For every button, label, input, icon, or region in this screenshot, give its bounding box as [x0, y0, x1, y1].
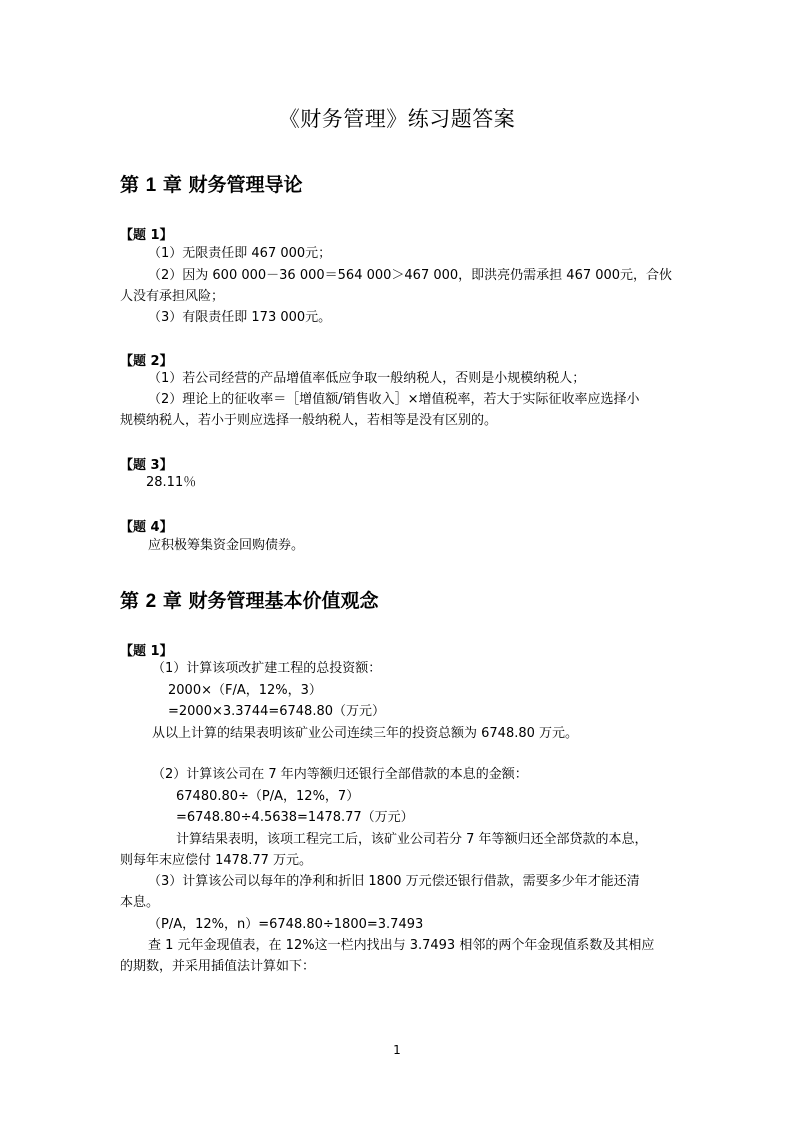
- ch1-q3-line-1: 28.11％: [146, 475, 197, 490]
- chapter-1-title: 章 财务管理导论: [162, 174, 303, 196]
- ch2-q1-line-7: =6748.80÷4.5638=1478.77（万元）: [176, 810, 414, 825]
- ch1-q2-line-3: 规模纳税人，若小于则应选择一般纳税人，若相等是没有区别的。: [120, 413, 498, 428]
- chapter-1-heading: [120, 170, 302, 197]
- ch2-q1-line-10: （3）计算该公司以每年的净利和折旧 1800 万元偿还银行借款，需要多少年才能还清: [148, 874, 640, 889]
- ch1-q2-label: 【题 2】: [120, 354, 173, 369]
- page-number: 1: [393, 1043, 401, 1057]
- chapter-2-prefix: 第: [120, 590, 140, 612]
- ch1-q4-line-1: 应积极筹集资金回购债券。: [148, 538, 305, 553]
- ch1-q1-line-3: 人没有承担风险；: [120, 289, 225, 304]
- ch2-q1-line-3: =2000×3.3744=6748.80（万元）: [168, 704, 386, 719]
- ch2-q1-line-2: 2000×（F/A，12%，3）: [168, 683, 322, 698]
- ch1-q3-label: 【题 3】: [120, 458, 173, 473]
- ch2-q1-line-12: （P/A，12%，n）=6748.80÷1800=3.7493: [148, 917, 424, 932]
- chapter-2-number: 2: [145, 591, 157, 612]
- chapter-1-prefix: 第: [120, 174, 140, 196]
- ch1-q2-line-2: （2）理论上的征收率＝［增值额/销售收入］×增值税率，若大于实际征收率应选择小: [148, 392, 640, 407]
- ch2-q1-line-6: 67480.80÷（P/A，12%，7）: [176, 789, 360, 804]
- ch2-q1-label: 【题 1】: [120, 644, 173, 659]
- chapter-2-title: 章 财务管理基本价值观念: [162, 590, 379, 612]
- ch1-q1-line-4: （3）有限责任即 173 000元。: [148, 310, 332, 325]
- ch2-q1-line-4: 从以上计算的结果表明该矿业公司连续三年的投资总额为 6748.80 万元。: [152, 726, 579, 741]
- document-title: 《财务管理》练习题答案: [278, 107, 516, 131]
- ch2-q1-line-13: 查 1 元年金现值表，在 12%这一栏内找出与 3.7493 相邻的两个年金现值系数及其相应: [148, 938, 655, 953]
- ch2-q1-line-8: 计算结果表明，该项工程完工后，该矿业公司若分 7 年等额归还全部贷款的本息，: [176, 832, 648, 847]
- chapter-2-heading: [120, 586, 378, 613]
- ch2-q1-line-1: （1）计算该项改扩建工程的总投资额：: [152, 661, 382, 676]
- ch2-q1-line-9: 则每年末应偿付 1478.77 万元。: [120, 853, 313, 868]
- ch1-q4-label: 【题 4】: [120, 520, 173, 535]
- ch1-q1-line-2: （2）因为 600 000－36 000＝564 000＞467 000，即洪亮仍需承担 467 000元，合伙: [148, 268, 673, 283]
- ch1-q1-line-1: （1）无限责任即 467 000元；: [148, 246, 332, 261]
- chapter-1-number: 1: [145, 175, 157, 196]
- ch2-q1-line-11: 本息。: [120, 895, 160, 910]
- ch2-q1-line-14: 的期数，并采用插值法计算如下：: [120, 959, 316, 974]
- ch2-q1-line-5: （2）计算该公司在 7 年内等额归还银行全部借款的本息的金额：: [152, 767, 528, 782]
- ch1-q1-label: 【题 1】: [120, 228, 173, 243]
- ch1-q2-line-1: （1）若公司经营的产品增值率低应争取一般纳税人，否则是小规模纳税人；: [148, 371, 586, 386]
